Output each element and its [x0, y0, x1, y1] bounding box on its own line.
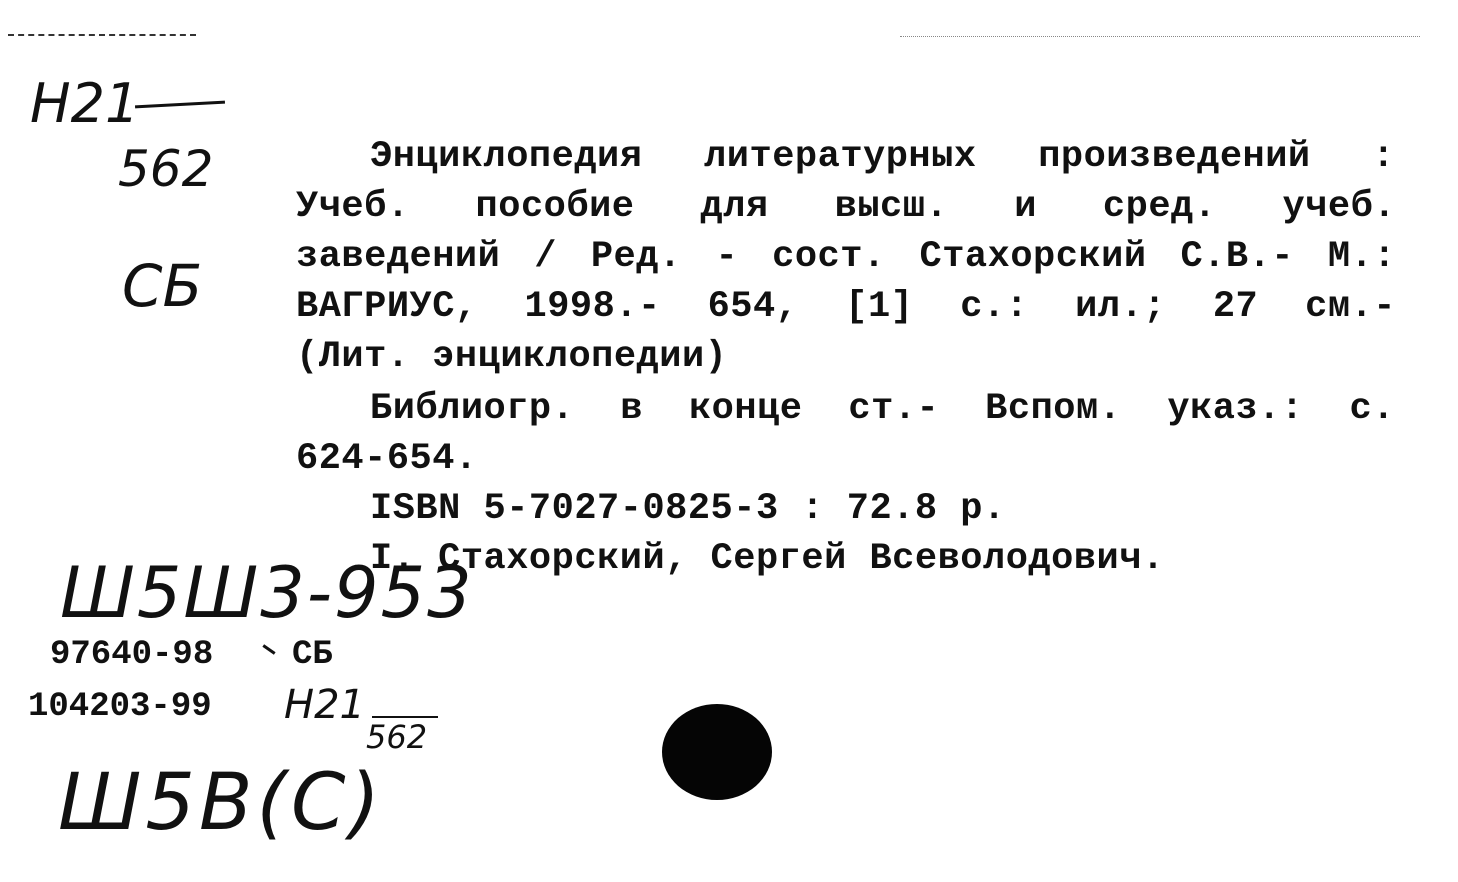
word: с.:	[960, 286, 1029, 328]
word: Библиогр.	[370, 388, 575, 430]
series-line: (Лит. энциклопедии)	[296, 336, 728, 378]
notes-line-1	[370, 384, 1395, 434]
word: см.-	[1305, 286, 1396, 328]
word: в	[620, 388, 643, 430]
imprint-line	[296, 282, 1396, 332]
word: ВАГРИУС,	[296, 286, 478, 328]
call-number-bottom: 562	[118, 140, 214, 198]
title-line-3	[296, 232, 1396, 282]
word: конце	[688, 388, 803, 430]
word: произведений	[1038, 136, 1311, 178]
word: 1998.-	[524, 286, 661, 328]
accession-call-top: Н21	[284, 682, 365, 728]
tick-mark	[262, 644, 275, 654]
word: 27	[1212, 286, 1259, 328]
accession-call-bottom: 562	[366, 718, 428, 756]
added-entry-line: I. Стахорский, Сергей Всеволодович.	[370, 538, 1165, 580]
word: указ.:	[1167, 388, 1304, 430]
call-number-divider	[135, 101, 225, 109]
title-line-2	[296, 182, 1396, 232]
word: с.	[1349, 388, 1395, 430]
word: ил.;	[1075, 286, 1166, 328]
word: Вспом.	[985, 388, 1122, 430]
word: пособие	[475, 186, 635, 228]
card-top-rule-faint	[900, 36, 1420, 37]
word: литературных	[704, 136, 977, 178]
word: 654,	[707, 286, 799, 328]
word: учеб.	[1282, 186, 1396, 228]
word: Учеб.	[296, 186, 410, 228]
word: Ред.	[590, 236, 682, 278]
punch-hole	[662, 704, 772, 800]
word: для	[700, 186, 769, 228]
accession-number-2: 104203-99	[28, 688, 212, 726]
word: :	[1372, 136, 1395, 178]
word: М.:	[1327, 236, 1396, 278]
isbn-line: ISBN 5-7027-0825-3 : 72.8 р.	[370, 488, 1006, 530]
notes-line-2: 624-654.	[296, 438, 478, 480]
call-number-top: Н21	[30, 72, 140, 135]
word: сред.	[1102, 186, 1217, 228]
word: С.В.-	[1180, 236, 1294, 278]
card-top-rule	[8, 34, 196, 36]
shelf-mark-handwritten: Ш5В(С)	[58, 758, 384, 848]
word: и	[1014, 186, 1037, 228]
word: заведений	[296, 236, 501, 278]
word: Стахорский	[919, 236, 1147, 278]
word: [1]	[845, 286, 914, 328]
sigla-handwritten: СБ	[122, 252, 203, 320]
word: ст.-	[848, 388, 940, 430]
classification-handwritten: Ш5Ш3-953	[60, 552, 474, 634]
accession-number-1: 97640-98	[50, 636, 214, 674]
accession-mark-1: СБ	[292, 636, 333, 674]
word: высш.	[834, 186, 949, 228]
word: сост.	[772, 236, 886, 278]
word: Энциклопедия	[370, 136, 643, 178]
word: -	[715, 236, 739, 278]
title-line-1	[370, 132, 1395, 182]
word: /	[534, 236, 557, 278]
